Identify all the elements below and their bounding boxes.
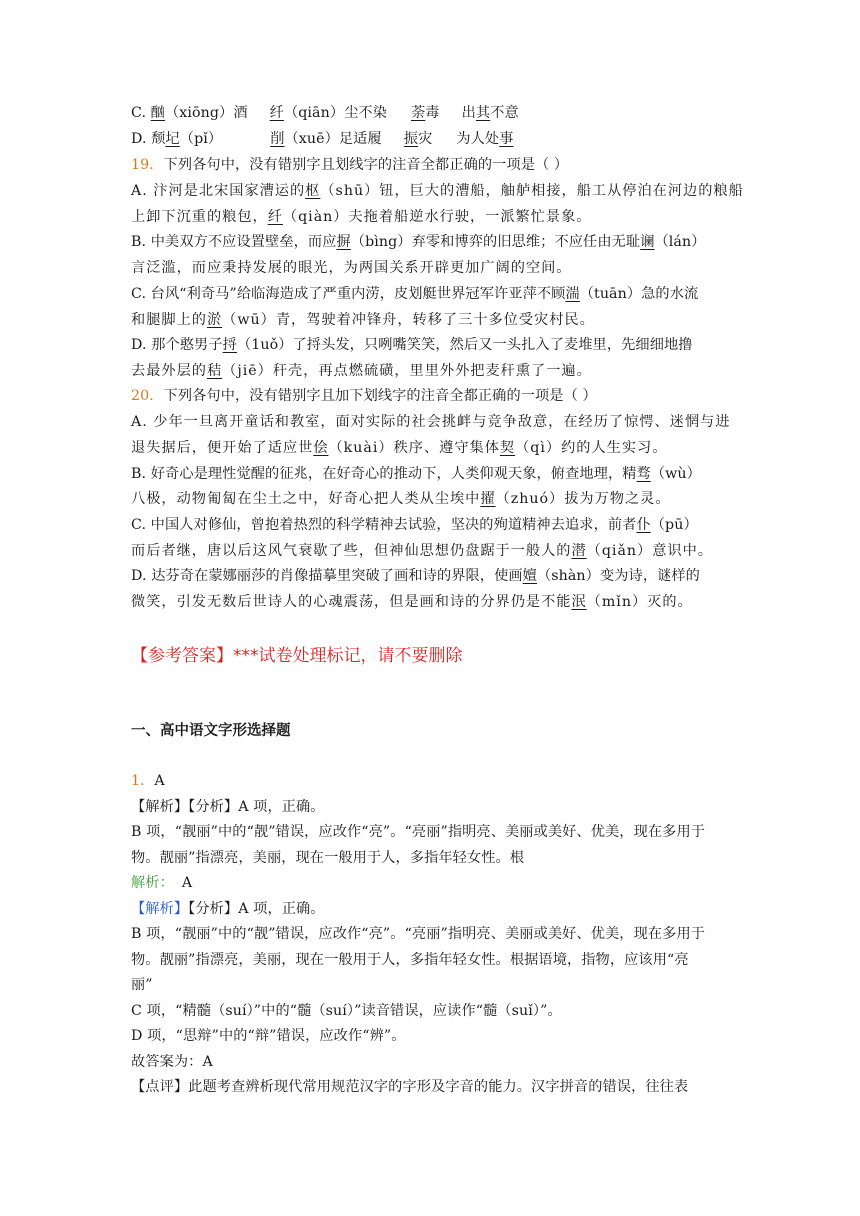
- analysis-line-2: B 项，“靓丽”中的“靓”错误，应改作“亮”。“亮丽”指明亮、美丽或美好、优美，现在多用于: [131, 824, 706, 840]
- option-d-line: D. 颓圮（pǐ） 削（xuē）足适履 振灾 为人处事: [131, 131, 514, 147]
- underlined-char: 潜: [571, 543, 587, 559]
- q20-option-c-line1: C. 中国人对修仙，曾抱着热烈的科学精神去试验，坚决的殉道精神去追求，前者仆（pū）: [131, 517, 698, 533]
- analysis-line-4: 【解析】【分析】A 项，正确。: [131, 901, 325, 917]
- underlined-char: 捋: [222, 337, 237, 353]
- q19-option-d-line2: 去最外层的秸（jiē）秆壳，再点燃硫磺，里里外外把麦秆熏了一遍。: [131, 363, 592, 379]
- underlined-char: 侩: [313, 440, 329, 456]
- jiexi-label: 解析：: [131, 875, 174, 891]
- analysis-line-10: 故答案为：A: [131, 1054, 213, 1070]
- underlined-char: 摒: [336, 234, 351, 250]
- q19-option-a-line1: A. 汴河是北宋国家漕运的枢（shū）钮，巨大的漕船，舳舻相接，船工从停泊在河边的粮船: [131, 183, 744, 199]
- underlined-char: 湍: [565, 286, 580, 302]
- analysis-line-11: 【点评】此题考查辨析现代常用规范汉字的字形及字音的能力。汉字拼音的错误，往往表: [131, 1079, 689, 1095]
- q20-option-c-line2: 而后者继，唐以后这风气衰歇了些，但神仙思想仍盘踞于一般人的潜（qiǎn）意识中。: [131, 543, 713, 559]
- q20-option-d-line2: 微笑，引发无数后世诗人的心魂震荡，但是画和诗的分界仍是不能泯（mǐn）灭的。: [131, 594, 693, 610]
- q19-option-c-line1: C. 台风“利奇马”给临海造成了严重内涝，皮划艇世界冠军许亚萍不顾湍（tuān）急的水流: [131, 286, 699, 302]
- q19-option-a-line2: 上卸下沉重的粮包，纤（qiàn）夫拖着船逆水行驶，一派繁忙景象。: [131, 209, 592, 225]
- underlined-char: 契: [499, 440, 516, 456]
- q19-option-b-line1: B. 中美双方不应设置壁垒，而应摒（bìng）弃零和博弈的旧思维；不应任由无耻谰（lán）: [131, 234, 706, 250]
- jiexi-tag: 【解析】: [131, 901, 189, 917]
- underlined-char: 嬗: [522, 568, 537, 584]
- q19-option-d-line1: D. 那个憨男子捋（1uǒ）了捋头发，只咧嘴笑笑，然后又一头扎入了麦堆里，先细细地撸: [131, 337, 693, 353]
- underlined-char: 圮: [165, 131, 180, 147]
- q20-option-d-line1: D. 达芬奇在蒙娜丽莎的肖像描摹里突破了画和诗的界限，使画嬗（shàn）变为诗，谜样的: [131, 568, 700, 584]
- underlined-char: 振: [403, 131, 419, 147]
- analysis-line-7: 丽”: [131, 977, 153, 993]
- underlined-char: 擢: [480, 491, 496, 507]
- underlined-char: 仆: [636, 517, 651, 533]
- underlined-char: 荼: [411, 105, 426, 121]
- underlined-char: 酗: [150, 105, 165, 121]
- answer-number: 1．: [131, 773, 155, 789]
- underlined-char: 枢: [305, 183, 321, 199]
- q19-option-b-line2: 言泛滥，而应秉持发展的眼光，为两国关系开辟更加广阔的空间。: [131, 260, 572, 276]
- underlined-char: 削: [270, 131, 285, 147]
- analysis-line-1: 【解析】【分析】A 项，正确。: [131, 799, 325, 815]
- jiexi-line: 解析： A: [131, 875, 193, 891]
- underlined-char: 谰: [640, 234, 655, 250]
- underlined-char: 秸: [206, 363, 223, 379]
- q20-option-a-line2: 退失据后，便开始了适应世侩（kuài）秩序、遵守集体契（qì）约的人生实习。: [131, 440, 668, 456]
- underlined-char: 骛: [636, 466, 651, 482]
- analysis-line-6: 物。靓丽”指漂亮，美丽，现在一般用于人，多指年轻女性。根据语境，指物，应该用“亮: [131, 952, 689, 968]
- underlined-char: 其: [475, 105, 491, 121]
- question-number: 20．: [131, 388, 164, 404]
- q20-option-a-line1: A. 少年一旦离开童话和教室，面对实际的社会挑衅与竞争敌意，在经历了惊愕、迷惘与进: [131, 414, 731, 430]
- section-title: 一、高中语文字形选择题: [131, 723, 291, 739]
- analysis-line-3: 物。靓丽”指漂亮，美丽，现在一般用于人，多指年轻女性。根: [131, 850, 525, 866]
- underlined-char: 纤: [267, 209, 283, 225]
- underlined-char: 泯: [571, 594, 587, 610]
- q19-option-c-line2: 和腿脚上的淤（wū）青，驾驶着冲锋舟，转移了三十多位受灾村民。: [131, 312, 595, 328]
- question-number: 19．: [131, 157, 164, 173]
- underlined-char: 纤: [269, 105, 284, 121]
- q20-option-b-line2: 八极，动物匍匐在尘土之中，好奇心把人类从尘埃中擢（zhuó）拔为万物之灵。: [131, 491, 671, 507]
- answer-1-line: 1．A: [131, 773, 165, 789]
- option-c-line: C. 酗（xiōng）酒 纤（qiān）尘不染 荼毒 出其不意: [131, 105, 519, 121]
- question-19-stem: 19．下列各句中，没有错别字且划线字的注音全都正确的一项是（ ）: [131, 157, 569, 173]
- answer-key-banner: 【参考答案】***试卷处理标记，请不要删除: [131, 646, 463, 666]
- analysis-line-9: D 项，“思辩”中的“辩”错误，应改作“辨”。: [131, 1028, 406, 1044]
- question-20-stem: 20．下列各句中，没有错别字且加下划线字的注音全都正确的一项是（ ）: [131, 388, 597, 404]
- analysis-line-8: C 项，“精髓（suí）”中的“髓（suí）”读音错误，应读作“髓（suǐ）”。: [131, 1003, 562, 1019]
- q20-option-b-line1: B. 好奇心是理性觉醒的征兆，在好奇心的推动下，人类仰观天象，俯查地理，精骛（wù）: [131, 466, 701, 482]
- underlined-char: 事: [499, 131, 514, 147]
- underlined-char: 淤: [206, 312, 223, 328]
- analysis-line-5: B 项，“靓丽”中的“靓”错误，应改作“亮”。“亮丽”指明亮、美丽或美好、优美，现在多用于: [131, 926, 706, 942]
